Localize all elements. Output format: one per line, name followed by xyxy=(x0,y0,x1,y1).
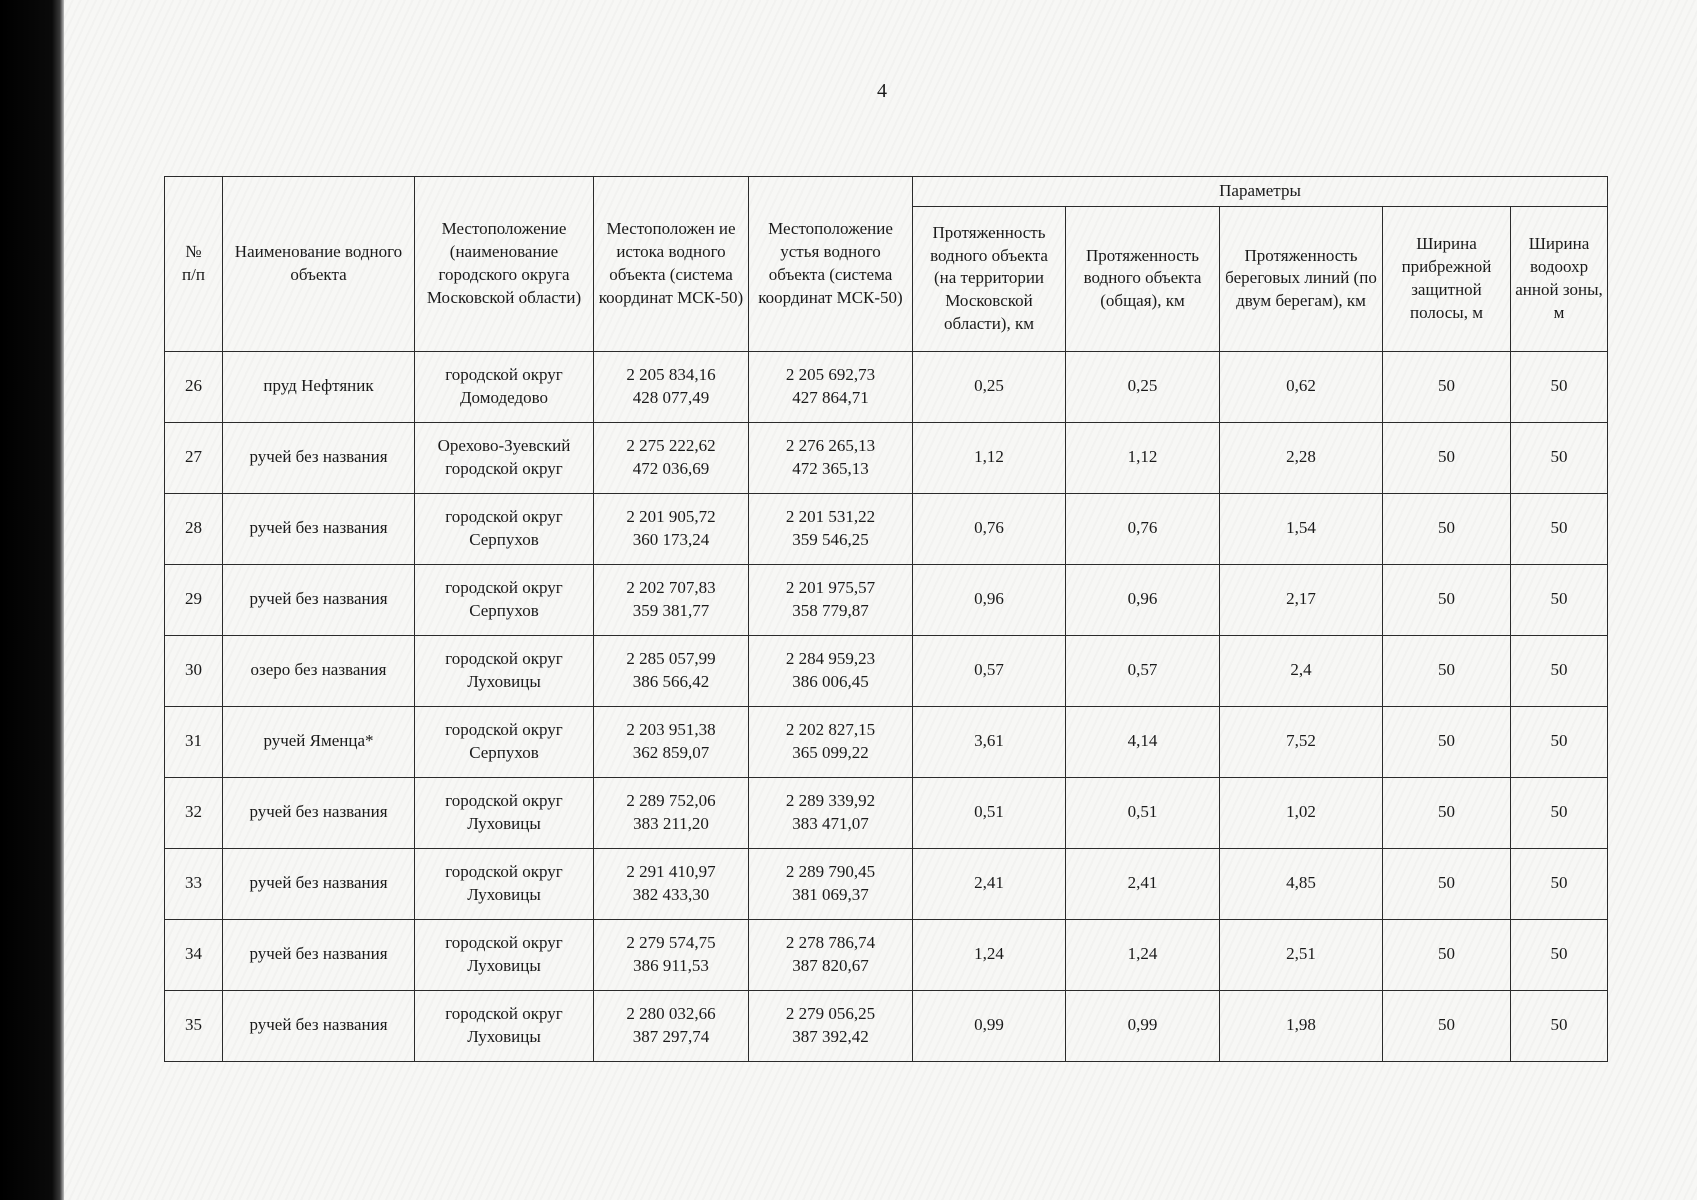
water-objects-table xyxy=(164,176,1608,1062)
row-number: 31 xyxy=(165,706,223,777)
water-object-name: ручей Яменца* xyxy=(223,706,415,777)
header-shore-length: Протяженность береговых линий (по двум берегам), км xyxy=(1220,206,1383,351)
shore-length-cell: 1,02 xyxy=(1220,777,1383,848)
mouth-coords-cell: 2 276 265,13 472 365,13 xyxy=(749,422,913,493)
length-region-cell: 0,76 xyxy=(913,493,1066,564)
mouth-coords-cell: 2 201 531,22 359 546,25 xyxy=(749,493,913,564)
mouth-coords-cell: 2 284 959,23 386 006,45 xyxy=(749,635,913,706)
length-region-cell: 0,96 xyxy=(913,564,1066,635)
shore-length-cell: 0,62 xyxy=(1220,351,1383,422)
location-cell: городской округ Домодедово xyxy=(415,351,594,422)
source-coords-cell: 2 280 032,66 387 297,74 xyxy=(594,990,749,1061)
table-row xyxy=(165,919,1608,990)
table-row xyxy=(165,564,1608,635)
protection-zone-cell: 50 xyxy=(1511,848,1608,919)
source-coords-cell: 2 202 707,83 359 381,77 xyxy=(594,564,749,635)
mouth-coords-cell: 2 205 692,73 427 864,71 xyxy=(749,351,913,422)
length-region-cell: 0,57 xyxy=(913,635,1066,706)
source-coords-cell: 2 201 905,72 360 173,24 xyxy=(594,493,749,564)
protection-zone-cell: 50 xyxy=(1511,990,1608,1061)
protective-strip-cell: 50 xyxy=(1383,635,1511,706)
length-total-cell: 0,76 xyxy=(1066,493,1220,564)
shore-length-cell: 7,52 xyxy=(1220,706,1383,777)
location-cell: городской округ Серпухов xyxy=(415,706,594,777)
row-number: 30 xyxy=(165,635,223,706)
mouth-coords-cell: 2 278 786,74 387 820,67 xyxy=(749,919,913,990)
source-coords-cell: 2 203 951,38 362 859,07 xyxy=(594,706,749,777)
water-object-name: пруд Нефтяник xyxy=(223,351,415,422)
header-source: Местоположен ие истока водного объекта (система координат МСК-50) xyxy=(594,177,749,352)
water-object-name: ручей без названия xyxy=(223,493,415,564)
length-region-cell: 1,24 xyxy=(913,919,1066,990)
row-number: 32 xyxy=(165,777,223,848)
protective-strip-cell: 50 xyxy=(1383,493,1511,564)
water-object-name: ручей без названия xyxy=(223,919,415,990)
protection-zone-cell: 50 xyxy=(1511,706,1608,777)
water-object-name: ручей без названия xyxy=(223,990,415,1061)
protective-strip-cell: 50 xyxy=(1383,777,1511,848)
length-region-cell: 0,25 xyxy=(913,351,1066,422)
protection-zone-cell: 50 xyxy=(1511,777,1608,848)
protection-zone-cell: 50 xyxy=(1511,635,1608,706)
row-number: 27 xyxy=(165,422,223,493)
source-coords-cell: 2 205 834,16 428 077,49 xyxy=(594,351,749,422)
header-length-region: Протяженность водного объекта (на территории Московской области), км xyxy=(913,206,1066,351)
header-params-group: Параметры xyxy=(913,177,1608,207)
header-name: Наименование водного объекта xyxy=(223,177,415,352)
table-row xyxy=(165,777,1608,848)
water-object-name: озеро без названия xyxy=(223,635,415,706)
length-region-cell: 2,41 xyxy=(913,848,1066,919)
length-region-cell: 1,12 xyxy=(913,422,1066,493)
water-object-name: ручей без названия xyxy=(223,422,415,493)
scanner-edge xyxy=(0,0,64,1200)
mouth-coords-cell: 2 202 827,15 365 099,22 xyxy=(749,706,913,777)
table-row xyxy=(165,351,1608,422)
location-cell: городской округ Серпухов xyxy=(415,493,594,564)
mouth-coords-cell: 2 201 975,57 358 779,87 xyxy=(749,564,913,635)
row-number: 34 xyxy=(165,919,223,990)
protection-zone-cell: 50 xyxy=(1511,564,1608,635)
header-num: № п/п xyxy=(165,177,223,352)
mouth-coords-cell: 2 289 790,45 381 069,37 xyxy=(749,848,913,919)
length-total-cell: 0,99 xyxy=(1066,990,1220,1061)
protective-strip-cell: 50 xyxy=(1383,351,1511,422)
row-number: 35 xyxy=(165,990,223,1061)
location-cell: городской округ Луховицы xyxy=(415,635,594,706)
length-total-cell: 1,12 xyxy=(1066,422,1220,493)
header-protection-zone: Ширина водоохр анной зоны, м xyxy=(1511,206,1608,351)
protective-strip-cell: 50 xyxy=(1383,422,1511,493)
length-total-cell: 1,24 xyxy=(1066,919,1220,990)
mouth-coords-cell: 2 279 056,25 387 392,42 xyxy=(749,990,913,1061)
source-coords-cell: 2 289 752,06 383 211,20 xyxy=(594,777,749,848)
shore-length-cell: 1,54 xyxy=(1220,493,1383,564)
location-cell: городской округ Луховицы xyxy=(415,919,594,990)
table-row xyxy=(165,706,1608,777)
protective-strip-cell: 50 xyxy=(1383,990,1511,1061)
shore-length-cell: 2,17 xyxy=(1220,564,1383,635)
length-total-cell: 0,96 xyxy=(1066,564,1220,635)
length-total-cell: 0,25 xyxy=(1066,351,1220,422)
water-object-name: ручей без названия xyxy=(223,848,415,919)
source-coords-cell: 2 291 410,97 382 433,30 xyxy=(594,848,749,919)
shore-length-cell: 1,98 xyxy=(1220,990,1383,1061)
protective-strip-cell: 50 xyxy=(1383,848,1511,919)
table-row xyxy=(165,635,1608,706)
shore-length-cell: 2,28 xyxy=(1220,422,1383,493)
length-total-cell: 0,51 xyxy=(1066,777,1220,848)
protective-strip-cell: 50 xyxy=(1383,564,1511,635)
location-cell: Орехово-Зуевский городской округ xyxy=(415,422,594,493)
shore-length-cell: 4,85 xyxy=(1220,848,1383,919)
header-location: Местоположение (наименование городского округа Московской области) xyxy=(415,177,594,352)
row-number: 26 xyxy=(165,351,223,422)
table-row xyxy=(165,493,1608,564)
length-region-cell: 3,61 xyxy=(913,706,1066,777)
location-cell: городской округ Серпухов xyxy=(415,564,594,635)
length-region-cell: 0,51 xyxy=(913,777,1066,848)
source-coords-cell: 2 285 057,99 386 566,42 xyxy=(594,635,749,706)
length-total-cell: 2,41 xyxy=(1066,848,1220,919)
mouth-coords-cell: 2 289 339,92 383 471,07 xyxy=(749,777,913,848)
protective-strip-cell: 50 xyxy=(1383,706,1511,777)
row-number: 29 xyxy=(165,564,223,635)
water-object-name: ручей без названия xyxy=(223,777,415,848)
location-cell: городской округ Луховицы xyxy=(415,990,594,1061)
location-cell: городской округ Луховицы xyxy=(415,777,594,848)
protection-zone-cell: 50 xyxy=(1511,422,1608,493)
protective-strip-cell: 50 xyxy=(1383,919,1511,990)
table-row xyxy=(165,848,1608,919)
length-total-cell: 4,14 xyxy=(1066,706,1220,777)
header-mouth: Местоположение устья водного объекта (система координат МСК-50) xyxy=(749,177,913,352)
length-total-cell: 0,57 xyxy=(1066,635,1220,706)
location-cell: городской округ Луховицы xyxy=(415,848,594,919)
header-protective-strip: Ширина прибрежной защитной полосы, м xyxy=(1383,206,1511,351)
shore-length-cell: 2,51 xyxy=(1220,919,1383,990)
row-number: 33 xyxy=(165,848,223,919)
protection-zone-cell: 50 xyxy=(1511,351,1608,422)
water-object-name: ручей без названия xyxy=(223,564,415,635)
page-number: 4 xyxy=(877,80,887,102)
source-coords-cell: 2 279 574,75 386 911,53 xyxy=(594,919,749,990)
source-coords-cell: 2 275 222,62 472 036,69 xyxy=(594,422,749,493)
shore-length-cell: 2,4 xyxy=(1220,635,1383,706)
protection-zone-cell: 50 xyxy=(1511,919,1608,990)
length-region-cell: 0,99 xyxy=(913,990,1066,1061)
table-row xyxy=(165,990,1608,1061)
table-row xyxy=(165,422,1608,493)
row-number: 28 xyxy=(165,493,223,564)
header-length-total: Протяженность водного объекта (общая), км xyxy=(1066,206,1220,351)
protection-zone-cell: 50 xyxy=(1511,493,1608,564)
